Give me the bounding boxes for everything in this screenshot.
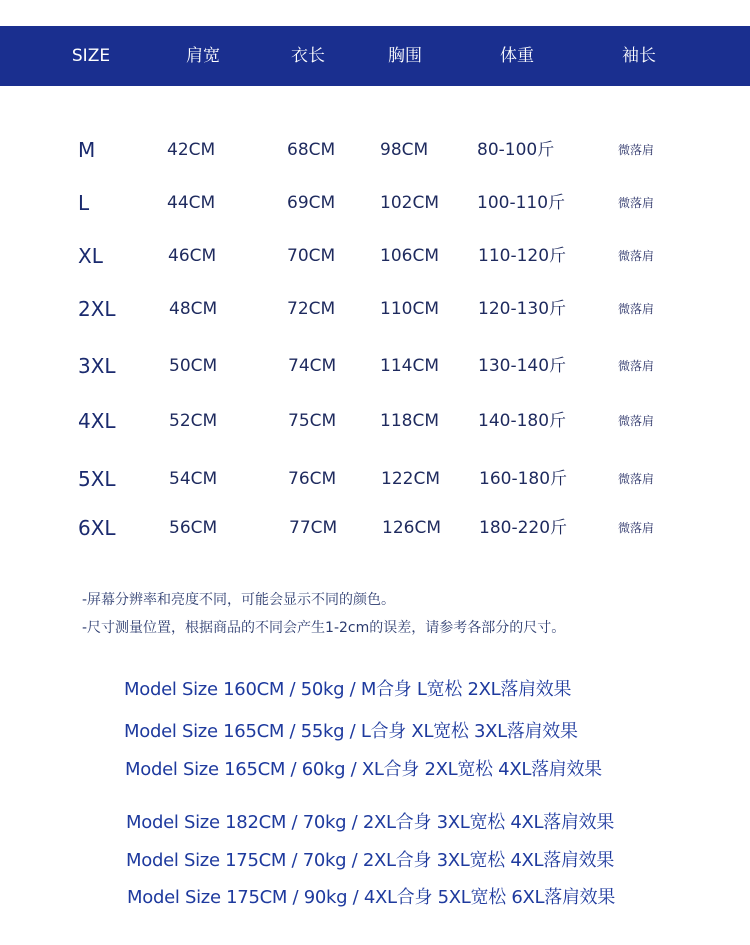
model-size-line: Model Size 175CM / 90kg / 4XL合身 5XL宽松 6XL落肩效果 <box>127 887 616 908</box>
size-cell: M <box>78 138 96 162</box>
weight-cell: 160-180斤 <box>479 469 568 489</box>
sleeve-cell: 微落肩 <box>618 143 655 157</box>
header-size: SIZE <box>71 46 111 66</box>
shoulder-cell: 44CM <box>167 193 216 213</box>
length-cell: 75CM <box>288 411 337 431</box>
weight-cell: 140-180斤 <box>478 411 567 431</box>
size-cell: XL <box>78 244 103 268</box>
length-cell: 77CM <box>289 518 338 538</box>
model-size-line: Model Size 165CM / 60kg / XL合身 2XL宽松 4XL落肩效果 <box>125 759 602 780</box>
shoulder-cell: 42CM <box>167 140 216 160</box>
table-row <box>0 289 750 329</box>
chest-cell: 122CM <box>381 469 440 489</box>
weight-cell: 100-110斤 <box>477 193 566 213</box>
table-row <box>0 183 750 223</box>
shoulder-cell: 52CM <box>169 411 218 431</box>
weight-cell: 180-220斤 <box>479 518 568 538</box>
length-cell: 72CM <box>287 299 336 319</box>
model-size-line: Model Size 182CM / 70kg / 2XL合身 3XL宽松 4XL落肩效果 <box>126 812 615 833</box>
length-cell: 68CM <box>287 140 336 160</box>
chest-cell: 118CM <box>380 411 439 431</box>
size-cell: 2XL <box>78 297 116 321</box>
sleeve-cell: 微落肩 <box>618 249 655 263</box>
size-cell: 6XL <box>78 516 116 540</box>
shoulder-cell: 50CM <box>169 356 218 376</box>
note-color: -屏幕分辨率和亮度不同，可能会显示不同的颜色。 <box>82 592 396 608</box>
length-cell: 70CM <box>287 246 336 266</box>
weight-cell: 110-120斤 <box>478 246 567 266</box>
notes-section <box>82 586 565 642</box>
note-measurement: -尺寸测量位置，根据商品的不同会产生1-2cm的误差，请参考各部分的尺寸。 <box>82 620 566 636</box>
header-weight: 体重 <box>500 46 534 66</box>
length-cell: 76CM <box>288 469 337 489</box>
header-length: 衣长 <box>291 46 325 66</box>
chest-cell: 110CM <box>380 299 439 319</box>
chest-cell: 106CM <box>380 246 439 266</box>
header-sleeve: 袖长 <box>622 46 656 66</box>
header-shoulder: 肩宽 <box>186 46 220 66</box>
table-row <box>0 508 750 548</box>
header-chest: 胸围 <box>388 46 422 66</box>
weight-cell: 120-130斤 <box>478 299 567 319</box>
length-cell: 74CM <box>288 356 337 376</box>
weight-cell: 130-140斤 <box>478 356 567 376</box>
length-cell: 69CM <box>287 193 336 213</box>
shoulder-cell: 56CM <box>169 518 218 538</box>
sleeve-cell: 微落肩 <box>618 302 655 316</box>
table-row <box>0 459 750 499</box>
model-size-line: Model Size 175CM / 70kg / 2XL合身 3XL宽松 4XL落肩效果 <box>126 850 615 871</box>
table-row <box>0 401 750 441</box>
table-row <box>0 130 750 170</box>
size-cell: L <box>78 191 90 215</box>
table-row <box>0 346 750 386</box>
size-cell: 4XL <box>78 409 116 433</box>
size-chart-header <box>0 26 750 86</box>
sleeve-cell: 微落肩 <box>618 196 655 210</box>
size-cell: 3XL <box>78 354 116 378</box>
sleeve-cell: 微落肩 <box>618 521 655 535</box>
model-size-line: Model Size 165CM / 55kg / L合身 XL宽松 3XL落肩效果 <box>124 721 578 742</box>
chest-cell: 114CM <box>380 356 439 376</box>
chest-cell: 98CM <box>380 140 429 160</box>
shoulder-cell: 48CM <box>169 299 218 319</box>
model-size-line: Model Size 160CM / 50kg / M合身 L宽松 2XL落肩效果 <box>124 679 572 700</box>
chest-cell: 102CM <box>380 193 439 213</box>
sleeve-cell: 微落肩 <box>618 414 655 428</box>
size-cell: 5XL <box>78 467 116 491</box>
chest-cell: 126CM <box>382 518 441 538</box>
table-row <box>0 236 750 276</box>
sleeve-cell: 微落肩 <box>618 359 655 373</box>
weight-cell: 80-100斤 <box>477 140 555 160</box>
sleeve-cell: 微落肩 <box>618 472 655 486</box>
shoulder-cell: 46CM <box>168 246 217 266</box>
shoulder-cell: 54CM <box>169 469 218 489</box>
